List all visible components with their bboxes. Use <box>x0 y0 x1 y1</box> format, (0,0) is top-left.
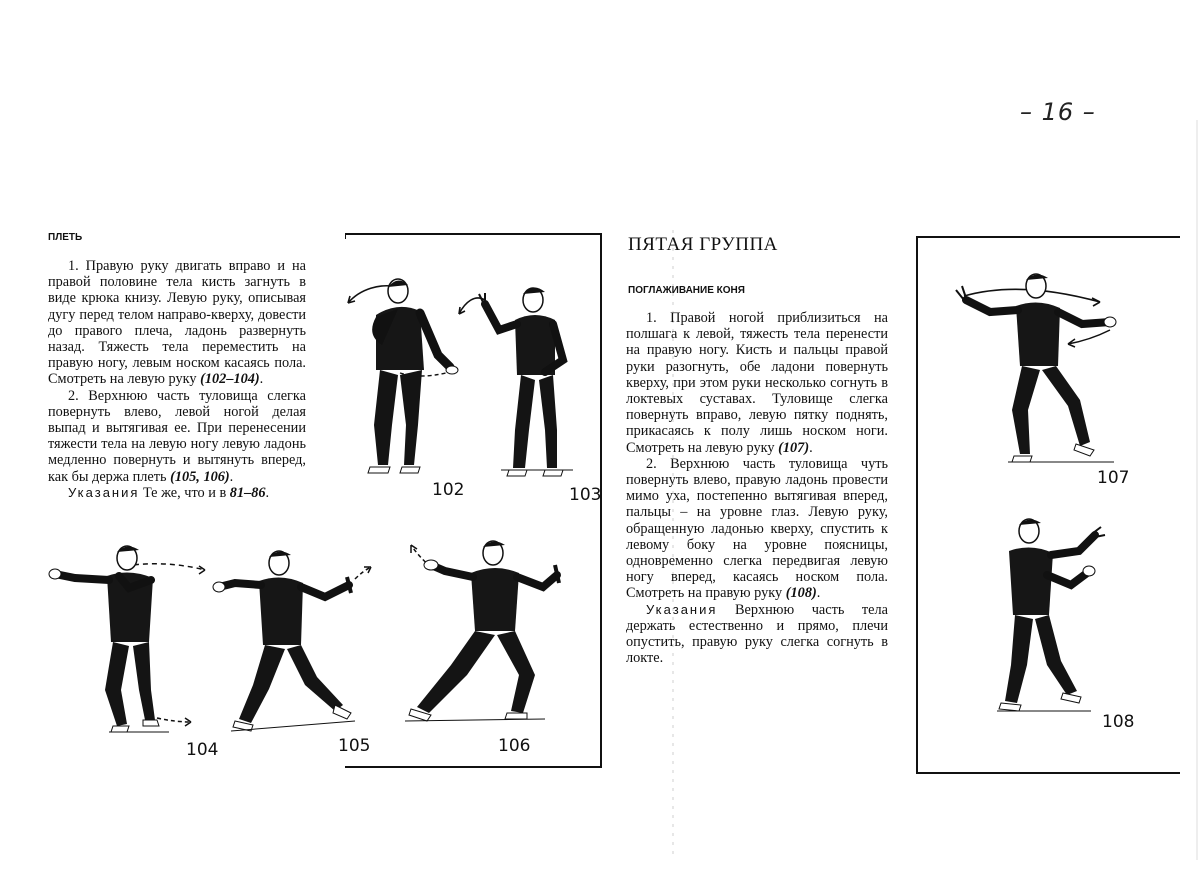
figure-105-drawing <box>205 545 375 740</box>
figure-106-drawing <box>395 535 585 730</box>
figure-103 <box>455 280 585 480</box>
left-paragraph-2: 2. Верхнюю часть туловища слегка повернуть влево, левой ногой делая выпад и вытягивая ее. При перенесении тяжести тела на левую ногу левую ладонь медленно повернуть и вытянуть вперед, как бы держа плеть (105, 106). <box>48 387 306 485</box>
figure-103-drawing <box>455 280 585 480</box>
note-label: Указания <box>646 601 718 617</box>
right-frame-left-line <box>916 236 918 774</box>
frame-bottom-line <box>345 766 601 768</box>
left-paragraph-1: 1. Правую руку двигать вправо и на правой половине тела кисть загнуть в виде крюка книзу. Левую руку, описывая дугу перед телом направо-кверху, довести до правого плеча, ладонь развернуть назад. Тяжесть тела переместить на правую ногу, левым носком касаясь пола. Смотреть на левую руку (102–104). <box>48 258 306 388</box>
figure-reference: 81–86 <box>229 484 266 501</box>
left-text-column <box>48 258 306 501</box>
right-text-column <box>626 310 888 666</box>
figure-108 <box>995 515 1115 715</box>
figure-reference: (102–104) <box>200 371 260 388</box>
figure-reference: (107) <box>778 439 810 456</box>
figure-105 <box>205 545 375 740</box>
note-label: Указания <box>68 484 140 500</box>
figure-reference: (108) <box>785 585 817 602</box>
right-frame-top-line <box>918 236 1180 238</box>
figure-label-104: 104 <box>186 740 219 760</box>
figure-104-drawing <box>45 540 215 740</box>
frame-left-line <box>345 233 346 239</box>
right-paragraph-2: 2. Верхнюю часть туловища чуть повернуть влево, правую ладонь провести мимо уха, постепенно вытягивая вперед, пальцы – на уровне глаз. Левую руку, обращенную ладонью кверху, спустить к левому боку на уровне поясницы, одновременно слегка передвигая левую ногу вперед, касаясь носком пола. Смотреть на правую руку (108). <box>626 455 888 602</box>
figure-label-108: 108 <box>1102 712 1135 732</box>
figure-104 <box>45 540 215 740</box>
right-frame-bottom-line <box>916 772 1180 774</box>
figure-108-drawing <box>995 515 1115 715</box>
figure-label-102: 102 <box>432 480 465 500</box>
figure-label-107: 107 <box>1097 468 1130 488</box>
figure-102 <box>340 275 465 480</box>
right-note: Указания Верхнюю часть тела держать естественно и прямо, плечи опустить, правую руку слегка согнуть в локте. <box>626 601 888 667</box>
page-number: – 16 – <box>1020 98 1096 126</box>
right-paragraph-1: 1. Правой ногой приблизиться на полшага к левой, тяжесть тела перенести на правую ногу. Кисть и пальцы правой руки разогнуть, обе ладони повернуть кверху, при этом руки несколько согнуть в локтевых суставах. Туловище слегка повернуть вправо, левую пятку поднять, прикасаясь к полу лишь носком ноги. Смотреть на левую руку (107). <box>626 310 888 456</box>
section-title-plet: ПЛЕТЬ <box>48 232 83 243</box>
figure-reference: (105, 106) <box>170 468 230 485</box>
figure-label-105: 105 <box>338 736 371 756</box>
figure-106 <box>395 535 585 730</box>
figure-107 <box>950 270 1125 465</box>
figure-107-drawing <box>950 270 1125 465</box>
figure-label-103: 103 <box>569 485 602 505</box>
figure-label-106: 106 <box>498 736 531 756</box>
left-note: Указания Те же, что и в 81–86. <box>68 484 270 501</box>
figure-102-drawing <box>340 275 465 480</box>
frame-top-line <box>345 233 601 235</box>
section-title-poglazhivanie: ПОГЛАЖИВАНИЕ КОНЯ <box>628 285 745 296</box>
group-title: ПЯТАЯ ГРУППА <box>628 234 778 255</box>
